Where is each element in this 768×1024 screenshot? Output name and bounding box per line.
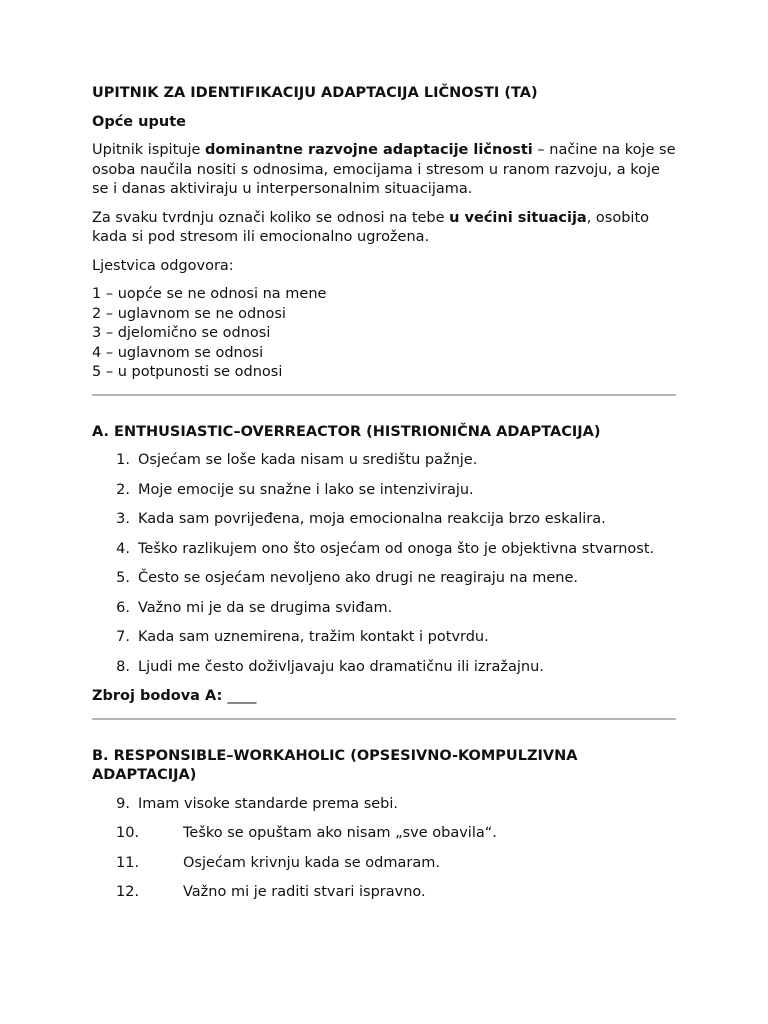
item-number: 10. [116,825,140,841]
item-text: Teško se opuštam ako nisam „sve obavila“. [183,825,497,841]
general-instructions-heading: Opće upute [92,113,186,130]
scale-item: 4 – uglavnom se odnosi [92,344,264,361]
item-number: 4. [116,540,130,557]
section-divider [92,718,676,720]
list-item [92,510,676,530]
section-divider [92,394,676,396]
section-b-title: B. RESPONSIBLE–WORKAHOLIC (OPSESIVNO-KOMPULZIVNA ADAPTACIJA) [92,747,578,783]
list-item [92,451,676,471]
scale-item: 5 – u potpunosti se odnosi [92,364,283,380]
response-scale-list [92,285,676,383]
scale-item: 1 – uopće se ne odnosi na mene [92,286,327,302]
item-text: Kada sam povrijeđena, moja emocionalna reakcija brzo eskalira. [138,511,606,527]
item-text: Važno mi je da se drugima sviđam. [138,599,393,616]
section-b-items [92,795,676,903]
item-number: 3. [116,511,130,527]
item-number: 9. [116,795,130,812]
list-item [92,824,676,844]
item-text: Osjećam krivnju kada se odmaram. [183,854,440,871]
document-title: UPITNIK ZA IDENTIFIKACIJU ADAPTACIJA LIČNOSTI (TA) [92,85,538,101]
intro-p1-end: – načine na koje se osoba naučila nositi s odnosima, emocijama i stresom u ranom razvoju, a koje se i danas aktiviraju u interpersonalnim situacijama. [92,142,676,197]
intro-paragraph-1 [92,141,676,200]
scale-label: Ljestvica odgovora: [92,257,234,274]
section-a-total-label: Zbroj bodova A: [92,688,223,704]
list-item [92,795,676,815]
section-a-title: A. ENTHUSIASTIC–OVERREACTOR (HISTRIONIČNA ADAPTACIJA) [92,423,601,440]
item-text: Često se osjećam nevoljeno ako drugi ne reagiraju na mene. [138,570,578,586]
item-text: Ljudi me često doživljavaju kao dramatičnu ili izražajnu. [138,658,544,675]
list-item [92,569,676,589]
item-text: Važno mi je raditi stvari ispravno. [183,884,426,900]
item-text: Osjećam se loše kada nisam u središtu pažnje. [138,452,478,468]
item-number: 6. [116,599,130,616]
scale-item: 2 – uglavnom se ne odnosi [92,305,286,322]
item-text: Imam visoke standarde prema sebi. [138,795,399,812]
intro-p2-start: Za svaku tvrdnju označi koliko se odnosi na tebe [92,209,450,226]
list-item [92,481,676,501]
list-item [92,883,676,903]
section-a-total [92,687,676,707]
item-text: Teško razlikujem ono što osjećam od onoga što je objektivna stvarnost. [138,540,655,557]
item-number: 1. [116,452,130,468]
section-a-items [92,451,676,677]
item-number: 8. [116,658,130,675]
list-item [92,854,676,874]
item-number: 2. [116,481,130,498]
intro-p1-start: Upitnik ispituje [92,142,206,158]
item-text: Moje emocije su snažne i lako se intenziviraju. [138,481,474,498]
item-text: Kada sam uznemirena, tražim kontakt i potvrdu. [138,629,489,645]
section-a-total-blank[interactable]: ____ [227,688,257,704]
item-number: 11. [116,854,140,871]
list-item [92,658,676,678]
item-number: 12. [116,884,140,900]
intro-p2-end: , osobito kada si pod stresom ili emocionalno ugrožena. [92,209,650,245]
list-item [92,540,676,560]
list-item [92,628,676,648]
item-number: 5. [116,570,130,586]
scale-item: 3 – djelomično se odnosi [92,325,271,341]
intro-paragraph-2 [92,209,676,248]
intro-p1-bold: dominantne razvojne adaptacije ličnosti [205,142,533,158]
intro-p2-bold: u većini situacija [449,209,587,226]
list-item [92,599,676,619]
item-number: 7. [116,629,130,645]
